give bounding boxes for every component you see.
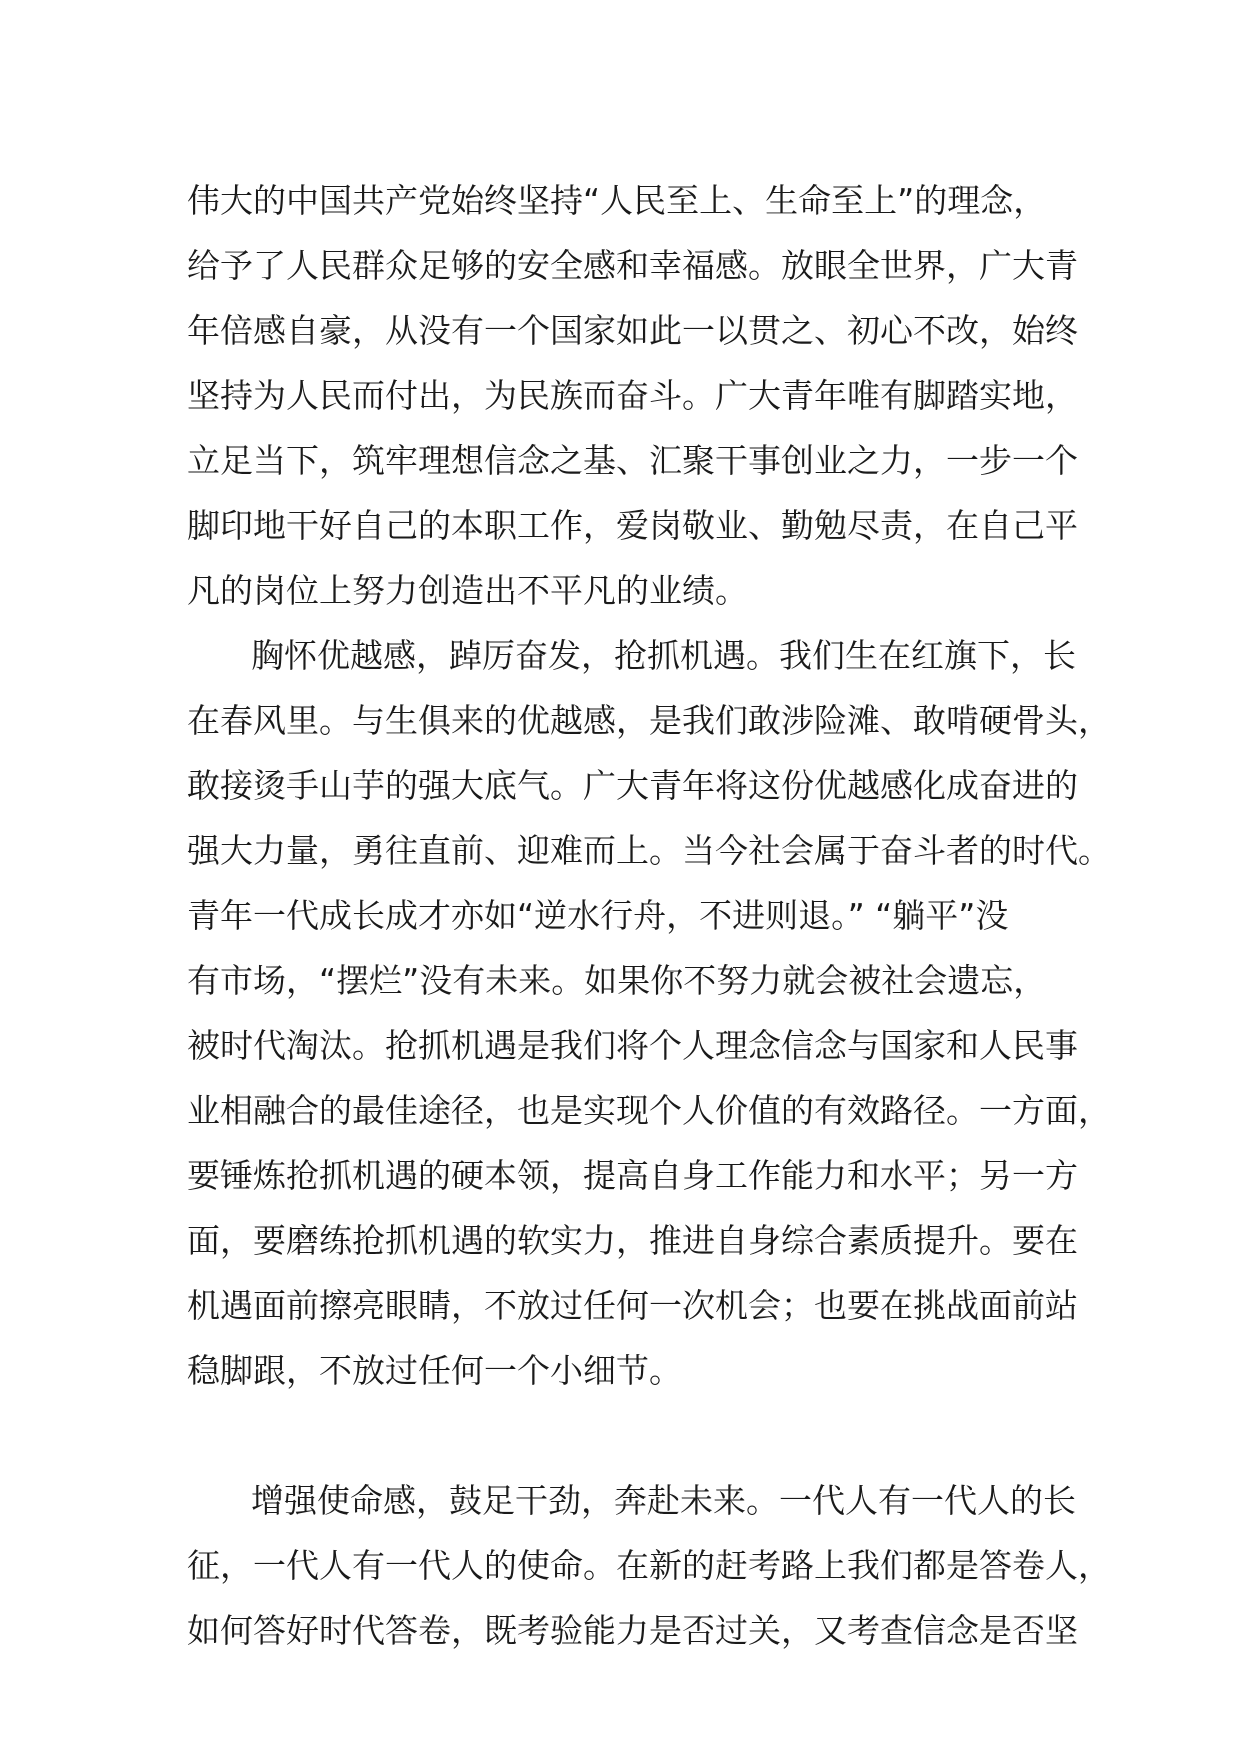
text-line: 脚印地干好自己的本职工作，爱岗敬业、勤勉尽责，在自己平 bbox=[187, 506, 1078, 545]
text-line: 机遇面前擦亮眼睛，不放过任何一次机会；也要在挑战面前站 bbox=[187, 1286, 1078, 1325]
text-line: 要锤炼抢抓机遇的硬本领，提高自身工作能力和水平；另一方 bbox=[187, 1156, 1078, 1195]
text-line: 强大力量，勇往直前、迎难而上。当今社会属于奋斗者的时代。 bbox=[187, 831, 1111, 870]
text-line: 立足当下，筑牢理想信念之基、汇聚干事创业之力，一步一个 bbox=[187, 441, 1078, 480]
text-line: 面，要磨练抢抓机遇的软实力，推进自身综合素质提升。要在 bbox=[187, 1221, 1078, 1260]
text-line: 征，一代人有一代人的使命。在新的赶考路上我们都是答卷人， bbox=[187, 1546, 1111, 1585]
text-line bbox=[187, 1403, 1072, 1468]
text-line: 增强使命感，鼓足干劲，奔赴未来。一代人有一代人的长 bbox=[251, 1481, 1076, 1520]
text-line: 年倍感自豪，从没有一个国家如此一以贯之、初心不改，始终 bbox=[187, 311, 1078, 350]
text-line: 青年一代成长成才亦如“逆水行舟，不进则退。” “躺平”没 bbox=[187, 896, 1009, 935]
text-line: 给予了人民群众足够的安全感和幸福感。放眼全世界，广大青 bbox=[187, 246, 1078, 285]
text-line: 敢接烫手山芋的强大底气。广大青年将这份优越感化成奋进的 bbox=[187, 766, 1078, 805]
paragraph-2 bbox=[187, 623, 1111, 1468]
paragraph-1 bbox=[187, 168, 1078, 623]
text-line: 有市场，“摆烂”没有未来。如果你不努力就会被社会遗忘， bbox=[187, 961, 1047, 1000]
text-line: 在春风里。与生俱来的优越感，是我们敢涉险滩、敢啃硬骨头， bbox=[187, 701, 1111, 740]
paragraph-3 bbox=[187, 1468, 1111, 1663]
text-line: 胸怀优越感，踔厉奋发，抢抓机遇。我们生在红旗下，长 bbox=[251, 636, 1076, 675]
text-line: 如何答好时代答卷，既考验能力是否过关，又考查信念是否坚 bbox=[187, 1611, 1078, 1650]
text-line: 稳脚跟，不放过任何一个小细节。 bbox=[187, 1351, 682, 1390]
text-line: 伟大的中国共产党始终坚持“人民至上、生命至上”的理念， bbox=[187, 181, 1047, 220]
text-line: 业相融合的最佳途径，也是实现个人价值的有效路径。一方面， bbox=[187, 1091, 1111, 1130]
text-line: 被时代淘汰。抢抓机遇是我们将个人理念信念与国家和人民事 bbox=[187, 1026, 1078, 1065]
text-line: 坚持为人民而付出，为民族而奋斗。广大青年唯有脚踏实地， bbox=[187, 376, 1078, 415]
document-body bbox=[187, 168, 1111, 1663]
text-line: 凡的岗位上努力创造出不平凡的业绩。 bbox=[187, 571, 748, 610]
